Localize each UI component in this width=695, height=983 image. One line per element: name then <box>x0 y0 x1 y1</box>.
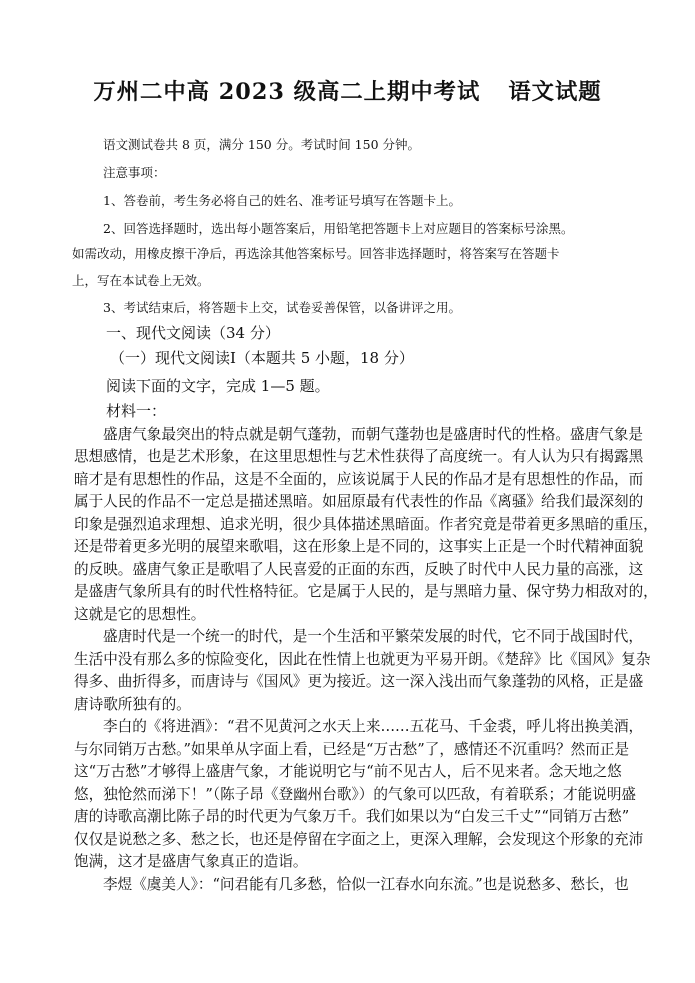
passage-line: 是盛唐气象所具有的时代性格特征。它是属于人民的，是与黑暗力量、保守势力相敌对的， <box>74 583 658 600</box>
note-line: 2、回答选择题时，选出每小题答案后，用铅笔把答题卡上对应题目的答案标号涂黑。 <box>103 221 574 236</box>
note-line: 3、考试结束后，将答题卡上交，试卷妥善保管，以备讲评之用。 <box>103 300 461 315</box>
passage-line: 唐的诗歌高潮比陈子昂的时代更为气象万千。我们如果以为“白发三千丈”“同销万古愁” <box>74 808 630 825</box>
passage-line: 盛唐时代是一个统一的时代，是一个生活和平繁荣发展的时代，它不同于战国时代， <box>103 628 643 645</box>
subsection-heading: （一）现代文阅读Ⅰ（本题共 5 小题，18 分） <box>110 349 414 367</box>
passage-line: 悠，独怆然而涕下！”（陈子昂《登幽州台歌》）的气象可以匹敌，有着联系；才能说明盛 <box>74 786 637 803</box>
note-line: 如需改动，用橡皮擦干净后，再选涂其他答案标号。回答非选择题时，将答案写在答题卡 <box>72 246 560 261</box>
passage-line: 印象是强烈追求理想、追求光明，很少具体描述黑暗面。作者究竟是带着更多黑暗的重压， <box>74 516 658 533</box>
passage-line: 与尔同销万古愁。”如果单从字面上看，已经是“万古愁”了，感情还不沉重吗？然而正是 <box>74 741 630 758</box>
passage-line: 李白的《将进酒》：“君不见黄河之水天上来……五花马、千金裘，呼儿将出换美酒， <box>103 718 644 735</box>
passage-line: 盛唐气象最突出的特点就是朝气蓬勃，而朝气蓬勃也是盛唐时代的性格。盛唐气象是 <box>103 426 643 443</box>
passage-line: 生活中没有那么多的惊险变化，因此在性情上也就更为平易开朗。《楚辞》比《国风》复杂 <box>74 651 651 668</box>
exam-title-main: 万州二中高 2023 级高二上期中考试 <box>93 79 481 105</box>
passage-line: 得多、曲折得多，而唐诗与《国风》更为接近。这一深入浅出而气象蓬勃的风格，正是盛 <box>74 673 644 690</box>
note-line: 1、答卷前，考生务必将自己的姓名、准考证号填写在答题卡上。 <box>103 193 461 208</box>
passage-line: 思想感情，也是艺术形象，在这里思想性与艺术性获得了高度统一。有人认为只有揭露黑 <box>74 448 644 465</box>
passage-line: 属于人民的作品不一定总是描述黑暗。如屈原最有代表性的作品《离骚》给我们最深刻的 <box>74 493 644 510</box>
exam-title-subject: 语文试题 <box>508 79 602 105</box>
passage-line: 的反映。盛唐气象正是歌唱了人民喜爱的正面的东西，反映了时代中人民力量的高涨，这 <box>74 561 644 578</box>
material-label: 材料一： <box>106 402 167 420</box>
passage-line: 李煜《虞美人》：“问君能有几多愁，恰似一江春水向东流。”也是说愁多、愁长，也 <box>103 876 629 893</box>
reading-instruction: 阅读下面的文字，完成 1—5 题。 <box>106 377 330 395</box>
note-line: 上，写在本试卷上无效。 <box>72 273 210 288</box>
passage-line: 暗才是有思想性的作品，这是不全面的，应该说属于人民的作品才是有思想性的作品，而 <box>74 471 644 488</box>
passage-line: 仅仅是说愁之多、愁之长，也还是停留在字面之上，更深入理解，会发现这个形象的充沛 <box>74 831 644 848</box>
passage-line: 还是带着更多光明的展望来歌唱，这在形象上是不同的，这事实上正是一个时代精神面貌 <box>74 538 644 555</box>
section-heading: 一、现代文阅读（34 分） <box>106 324 280 342</box>
notice-heading: 注意事项： <box>103 165 166 180</box>
passage-line: 饱满，这才是盛唐气象真正的造诣。 <box>74 853 308 870</box>
passage-line: 这就是它的思想性。 <box>74 606 206 623</box>
passage-line: 这“万古愁”才够得上盛唐气象，才能说明它与“前不见古人，后不见来者。念天地之悠 <box>74 763 622 780</box>
exam-intro: 语文测试卷共 8 页，满分 150 分。考试时间 150 分钟。 <box>103 137 421 152</box>
passage-line: 唐诗歌所独有的。 <box>74 696 191 713</box>
exam-title <box>0 74 695 106</box>
